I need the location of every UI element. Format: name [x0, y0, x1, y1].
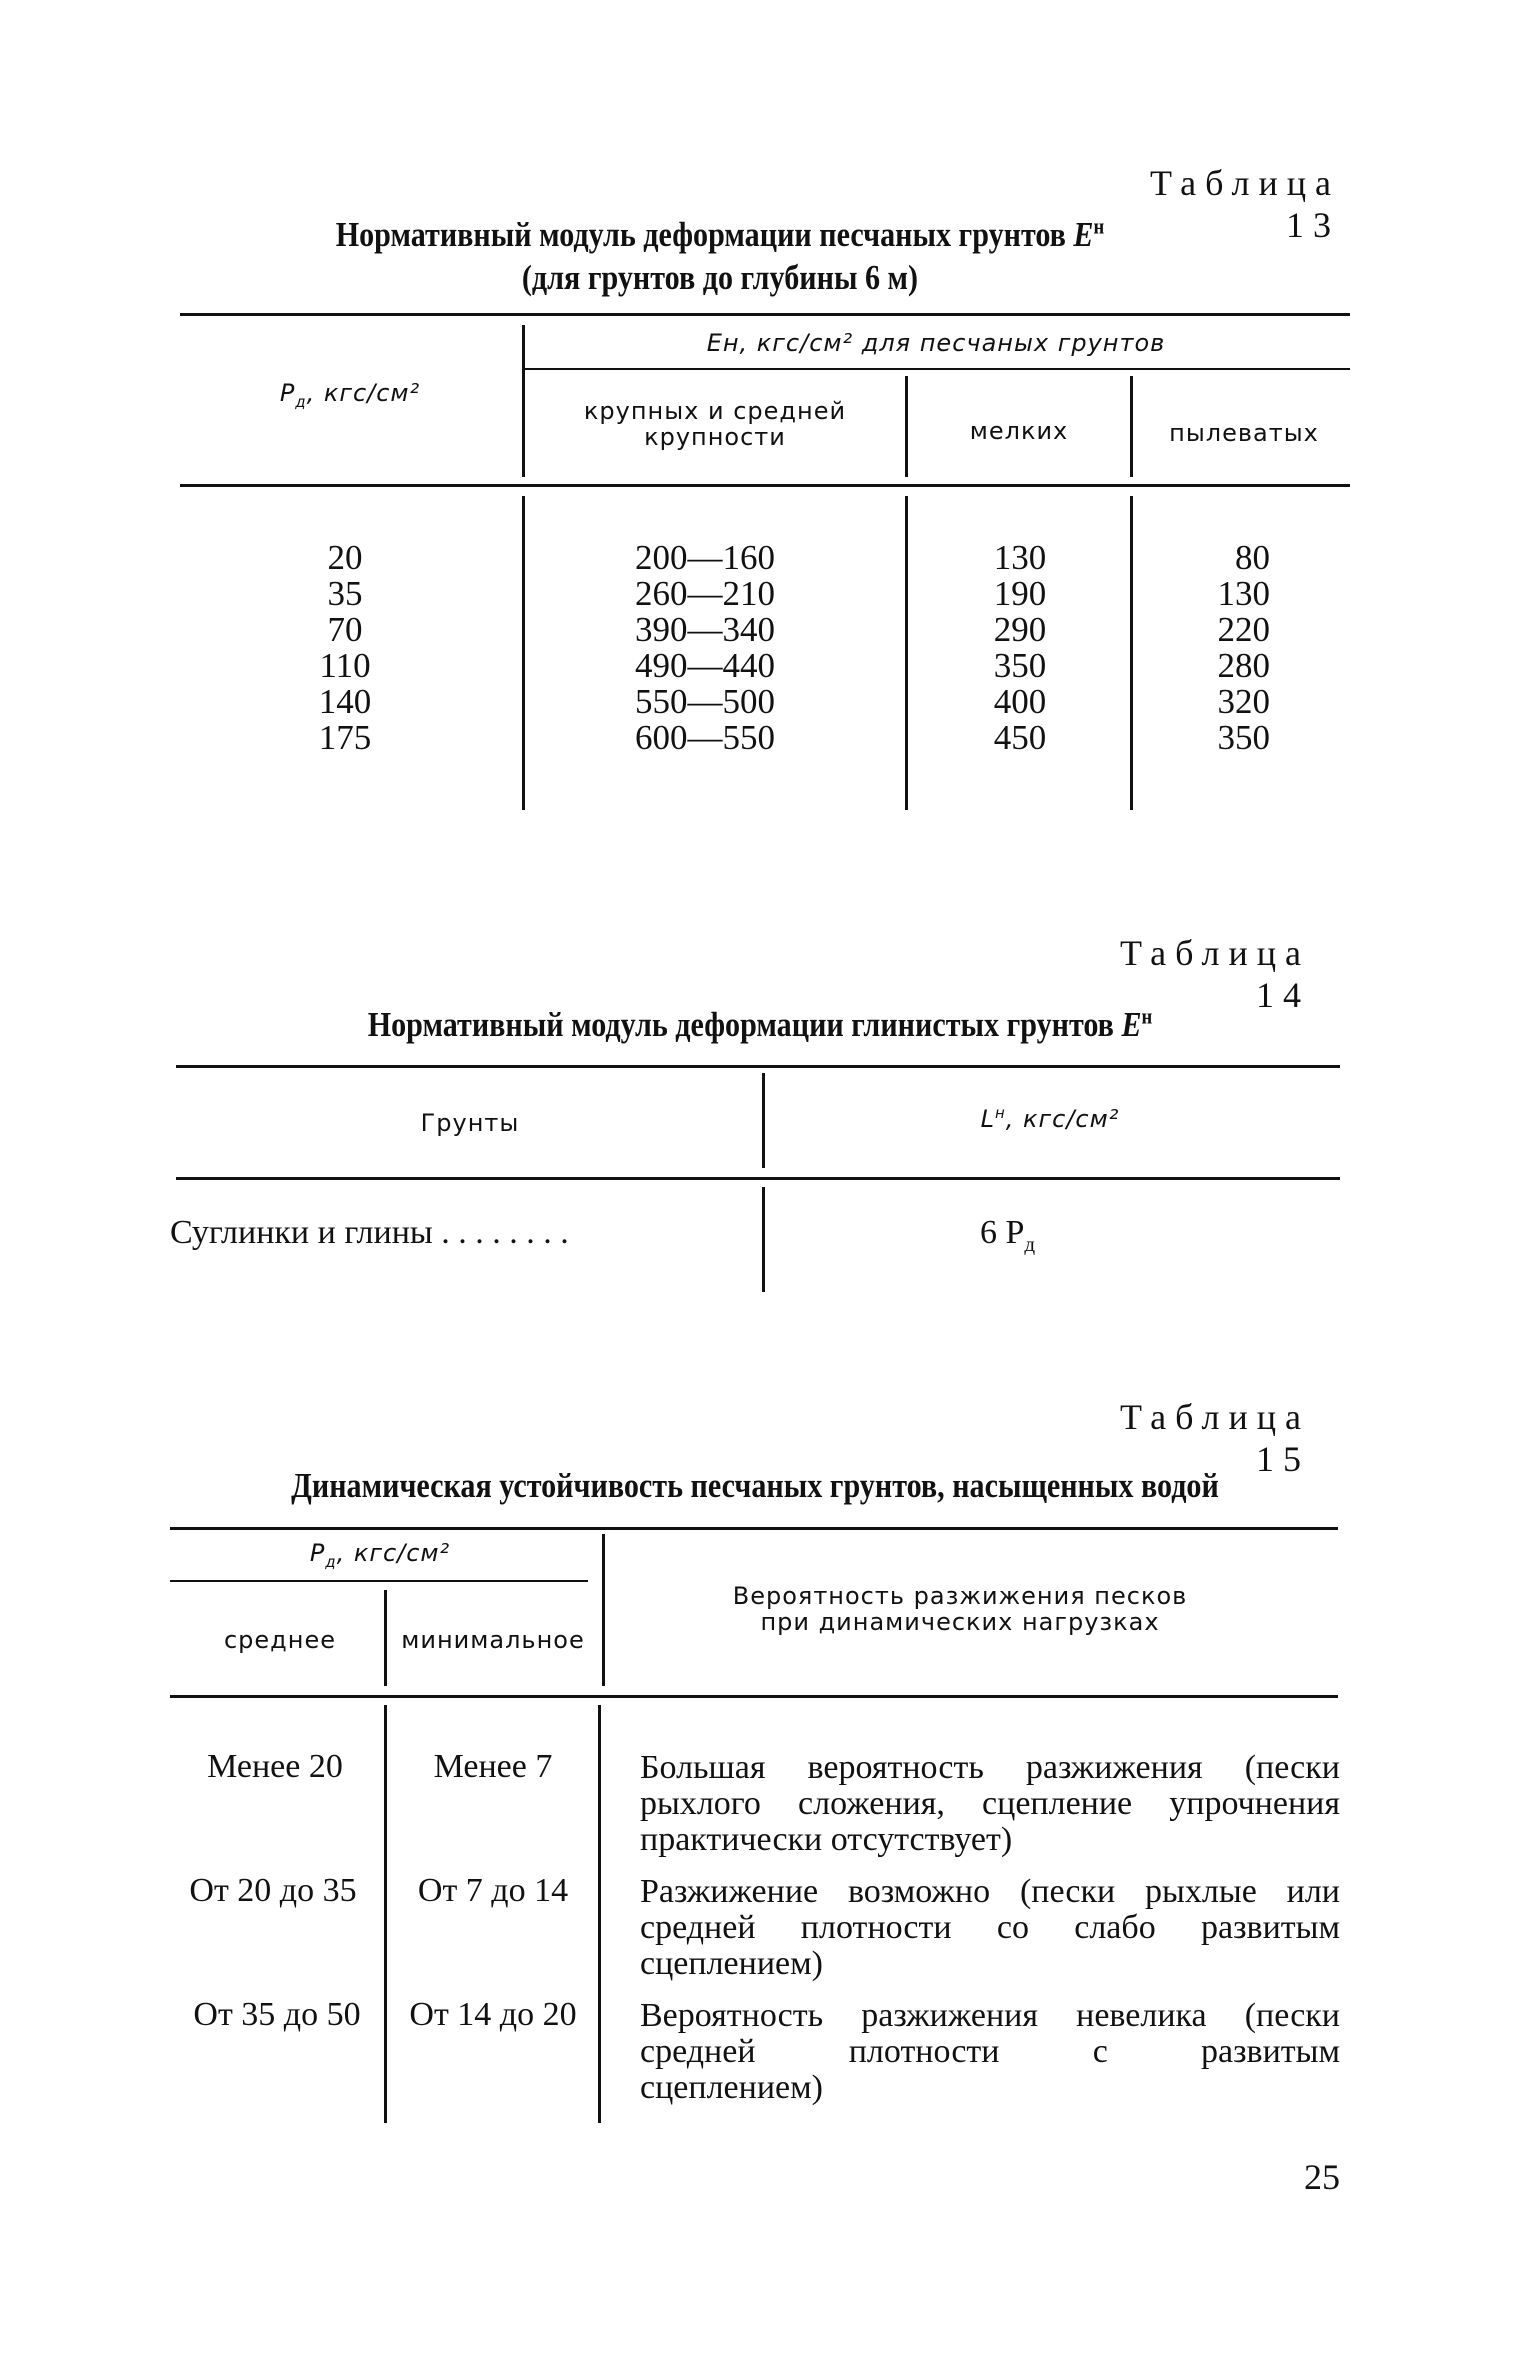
table15-col-avg: среднее: [223, 1626, 336, 1654]
table15-top-rule: [170, 1527, 1338, 1530]
table15-row1-desc: Большая вероятность разжижения (пески рыхлого сложения, сцепление упрочнения практически отсутствует): [640, 1749, 1340, 1858]
table15-vline-2b: [598, 1705, 601, 2123]
table13-vline-2: [905, 376, 908, 477]
table15-col-min: минимальное: [401, 1626, 585, 1654]
table14-label: Таблица 14: [1120, 933, 1310, 1015]
table15-header-rule: [170, 1695, 1338, 1698]
table15-vline-pd: [602, 1534, 605, 1686]
table14-row-value: 6 $P_д$: [980, 1214, 1036, 1256]
page-number: 25: [1304, 2157, 1340, 2197]
table14-col-value: $L^н$, кгс/см²: [980, 1104, 1120, 1133]
table14-top-rule: [176, 1065, 1340, 1068]
table15-col-pd: $P_д$, кгс/см²: [309, 1539, 451, 1571]
table15-row2-desc: Разжижение возможно (пески рыхлые или средней плотности со слабо развитым сцеплением): [640, 1873, 1340, 1982]
table15-pd-rule: [170, 1580, 588, 1582]
table13-col-coarse: крупных и средней крупности: [583, 397, 847, 451]
table15-row2-avg: От 20 до 35: [189, 1872, 357, 1909]
table13-group-rule: [522, 368, 1350, 370]
table15-col-prob: Вероятность разжижения песков при динамических нагрузках: [732, 1582, 1188, 1636]
table14-row-soil: Суглинки и глины . . . . . . . .: [170, 1214, 569, 1251]
table13-col-fine: мелких: [969, 417, 1069, 445]
table13-fine-values: 130 190 290 350 400 450: [993, 538, 1047, 757]
table13-coarse-values: 200—160 260—210 390—340 490—440 550—500 600—550: [635, 538, 775, 757]
table14-title: Нормативный модуль деформации глинистых грунтов $E^н$: [367, 1004, 1153, 1044]
table15-row1-min: Менее 7: [433, 1748, 553, 1785]
table15-row3-desc: Вероятность разжижения невелика (пески средней плотности с развитым сцеплением): [640, 1997, 1340, 2106]
table14-vline: [762, 1073, 765, 1168]
table13-col-silty: пылеватых: [1169, 419, 1319, 447]
table13-vline-1: [522, 325, 525, 477]
table15-row3-min: От 14 до 20: [409, 1996, 577, 2033]
table13-subtitle: (для грунтов до глубины 6 м): [521, 258, 919, 297]
table13-silty-values: 80 130 220 280 320 350: [1217, 538, 1270, 757]
table14-col-soil: Грунты: [420, 1109, 520, 1137]
table13-vline-1b: [522, 496, 525, 810]
table15-row2-min: От 7 до 14: [417, 1872, 569, 1909]
table15-vline-sub: [384, 1590, 387, 1686]
table15-title: Динамическая устойчивость песчаных грунтов, насыщенных водой: [291, 1466, 1219, 1505]
table15-label: Таблица 15: [1120, 1397, 1310, 1479]
table13-top-rule: [180, 313, 1350, 316]
table14-header-rule: [176, 1177, 1340, 1180]
table13-col-pd: $P_д$, кгс/см²: [279, 379, 421, 411]
table13-title: Нормативный модуль деформации песчаных грунтов $E^н$: [335, 214, 1105, 254]
table13-label: Таблица 13: [1150, 163, 1340, 245]
table13-vline-3b: [1130, 496, 1133, 810]
table13-header-rule: [180, 484, 1350, 487]
table13-vline-2b: [905, 496, 908, 810]
table13-pd-values: 20 35 70 110 140 175: [318, 538, 372, 757]
table15-row3-avg: От 35 до 50: [193, 1996, 361, 2033]
table13-vline-3: [1130, 376, 1133, 477]
table15-row1-avg: Менее 20: [207, 1748, 343, 1785]
table14-vline-b: [762, 1187, 765, 1292]
table13-col-group: Eн, кгс/см² для песчаных грунтов: [706, 329, 1166, 357]
table15-vline-1b: [384, 1705, 387, 2123]
